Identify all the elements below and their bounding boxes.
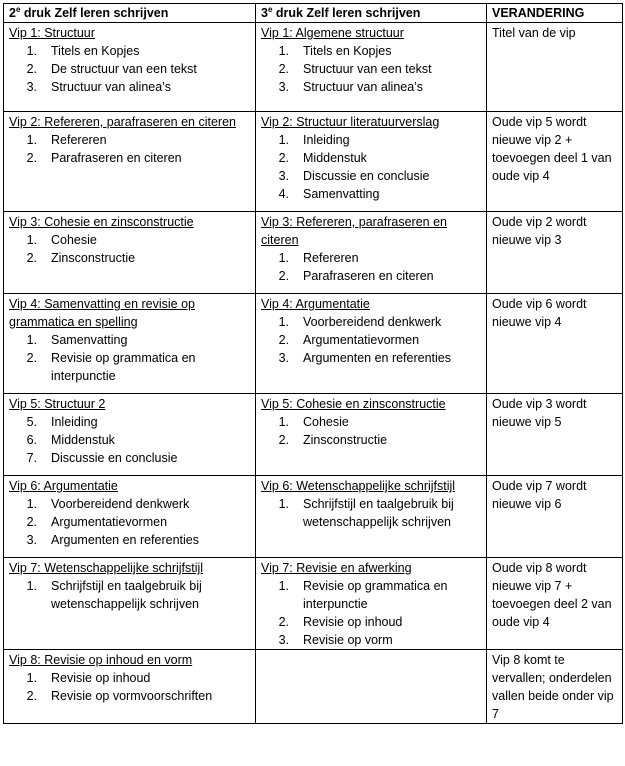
list-item-number: 1.: [26, 671, 37, 685]
table-row: [4, 212, 623, 294]
list-item-number: 1.: [278, 44, 289, 58]
list-item-text: Zinsconstructie: [303, 433, 388, 447]
list-item: [261, 349, 481, 367]
list-item: [261, 60, 481, 78]
list-item: [261, 131, 481, 149]
cell-old-edition: [4, 294, 256, 394]
list-item-text: Discussie en conclusie: [51, 451, 178, 465]
list-item-number: 1.: [278, 415, 289, 429]
cell-change: Oude vip 5 wordt nieuwe vip 2 + toevoegen deel 1 van oude vip 4: [487, 112, 623, 212]
list-item-number: 2.: [278, 333, 289, 347]
list-item-number: 1.: [278, 133, 289, 147]
cell-change: Oude vip 3 wordt nieuwe vip 5: [487, 394, 623, 476]
list-item: [261, 495, 481, 531]
list-item: [9, 577, 250, 613]
list-item-text: Schrijfstijl en taalgebruik bij wetenschappelijk schrijven: [51, 579, 202, 611]
list-item-text: Voorbereidend denkwerk: [303, 315, 442, 329]
list-item-text: Parafraseren en citeren: [51, 151, 182, 165]
vip-item-list: [261, 495, 481, 531]
list-item-text: Argumenten en referenties: [303, 351, 452, 365]
vip-item-list: [261, 131, 481, 203]
vip-title: Vip 1: Algemene structuur: [261, 26, 404, 40]
table-row: [4, 476, 623, 558]
list-item: [261, 78, 481, 96]
list-item: [9, 249, 250, 267]
cell-new-edition: [256, 23, 487, 112]
table-row: [4, 394, 623, 476]
list-item: [9, 531, 250, 549]
list-item-text: Cohesie: [51, 233, 97, 247]
vip-title: Vip 5: Cohesie en zinsconstructie: [261, 397, 446, 411]
list-item-number: 1.: [26, 44, 37, 58]
list-item-text: Titels en Kopjes: [51, 44, 140, 58]
list-item-number: 1.: [26, 233, 37, 247]
list-item: [261, 313, 481, 331]
cell-change: Oude vip 6 wordt nieuwe vip 4: [487, 294, 623, 394]
cell-new-edition: [256, 112, 487, 212]
list-item-number: 2.: [26, 151, 37, 165]
list-item: [9, 131, 250, 149]
vip-item-list: [261, 249, 481, 285]
list-item: [9, 60, 250, 78]
list-item-number: 5.: [26, 415, 37, 429]
list-item: [9, 42, 250, 60]
cell-old-edition: [4, 112, 256, 212]
list-item-number: 3.: [26, 80, 37, 94]
vip-title: Vip 2: Structuur literatuurverslag: [261, 115, 440, 129]
list-item-number: 2.: [278, 151, 289, 165]
list-item-number: 2.: [278, 62, 289, 76]
list-item: [261, 413, 481, 431]
vip-item-list: [9, 231, 250, 267]
cell-old-edition: [4, 650, 256, 724]
cell-change: Titel van de vip: [487, 23, 623, 112]
list-item-text: Cohesie: [303, 415, 349, 429]
list-item: [9, 449, 250, 467]
list-item: [261, 577, 481, 613]
vip-title: Vip 6: Wetenschappelijke schrijfstijl: [261, 479, 456, 493]
vip-title: Vip 3: Cohesie en zinsconstructie: [9, 215, 194, 229]
vip-title: Vip 7: Revisie en afwerking: [261, 561, 412, 575]
list-item-number: 1.: [278, 315, 289, 329]
list-item-number: 2.: [26, 251, 37, 265]
table-row: [4, 112, 623, 212]
cell-old-edition: [4, 212, 256, 294]
list-item-number: 3.: [278, 80, 289, 94]
vip-item-list: [9, 669, 250, 705]
list-item-text: Revisie op vorm: [303, 633, 393, 647]
vip-item-list: [9, 495, 250, 549]
list-item-text: Inleiding: [51, 415, 98, 429]
list-item: [9, 231, 250, 249]
cell-change: Oude vip 8 wordt nieuwe vip 7 + toevoegen deel 2 van oude vip 4: [487, 558, 623, 650]
vip-item-list: [9, 577, 250, 613]
header-change: VERANDERING: [487, 4, 623, 23]
list-item: [261, 249, 481, 267]
list-item: [261, 267, 481, 285]
list-item: [261, 613, 481, 631]
list-item-number: 7.: [26, 451, 37, 465]
list-item: [261, 167, 481, 185]
list-item: [261, 42, 481, 60]
cell-new-edition: [256, 558, 487, 650]
vip-title: Vip 6: Argumentatie: [9, 479, 118, 493]
list-item: [9, 669, 250, 687]
list-item-number: 1.: [26, 497, 37, 511]
list-item-number: 2.: [278, 615, 289, 629]
list-item-text: Titels en Kopjes: [303, 44, 392, 58]
vip-title: Vip 8: Revisie op inhoud en vorm: [9, 653, 193, 667]
cell-new-edition: [256, 650, 487, 724]
list-item-number: 3.: [278, 633, 289, 647]
vip-title: Vip 1: Structuur: [9, 26, 95, 40]
list-item-number: 3.: [26, 533, 37, 547]
list-item-text: Revisie op grammatica en interpunctie: [51, 351, 196, 383]
cell-change: Vip 8 komt te vervallen; onderdelen vallen beide onder vip 7: [487, 650, 623, 724]
list-item: [9, 687, 250, 705]
list-item-text: Zinsconstructie: [51, 251, 136, 265]
list-item-text: Refereren: [303, 251, 359, 265]
vip-item-list: [261, 413, 481, 449]
list-item-text: Revisie op inhoud: [303, 615, 403, 629]
vip-title: Vip 7: Wetenschappelijke schrijfstijl: [9, 561, 204, 575]
list-item-text: Schrijfstijl en taalgebruik bij wetenschappelijk schrijven: [303, 497, 454, 529]
vip-title: Vip 4: Samenvatting en revisie op grammatica en spelling: [9, 297, 195, 329]
list-item-text: Structuur van een tekst: [303, 62, 432, 76]
list-item-text: Refereren: [51, 133, 107, 147]
cell-change: Oude vip 7 wordt nieuwe vip 6: [487, 476, 623, 558]
vip-item-list: [9, 131, 250, 167]
list-item-number: 6.: [26, 433, 37, 447]
cell-old-edition: [4, 476, 256, 558]
list-item-number: 3.: [278, 169, 289, 183]
list-item-text: Discussie en conclusie: [303, 169, 430, 183]
list-item-text: Revisie op grammatica en interpunctie: [303, 579, 448, 611]
list-item-number: 3.: [278, 351, 289, 365]
list-item-number: 2.: [278, 269, 289, 283]
list-item-text: Structuur van alinea’s: [51, 80, 171, 94]
vip-title: Vip 5: Structuur 2: [9, 397, 106, 411]
list-item-number: 1.: [278, 497, 289, 511]
list-item: [9, 431, 250, 449]
vip-title: Vip 4: Argumentatie: [261, 297, 370, 311]
list-item: [261, 631, 481, 649]
header-new-edition: 3e druk Zelf leren schrijven: [256, 4, 487, 23]
vip-item-list: [9, 413, 250, 467]
list-item-text: Argumentatievormen: [51, 515, 168, 529]
list-item-text: Samenvatting: [51, 333, 128, 347]
list-item-number: 1.: [26, 133, 37, 147]
list-item-number: 2.: [26, 515, 37, 529]
list-item: [9, 495, 250, 513]
list-item: [9, 413, 250, 431]
list-item-text: Inleiding: [303, 133, 350, 147]
list-item: [261, 331, 481, 349]
vip-title: Vip 2: Refereren, parafraseren en citeren: [9, 115, 236, 129]
list-item-number: 2.: [26, 62, 37, 76]
table-row: [4, 294, 623, 394]
list-item-text: Argumenten en referenties: [51, 533, 200, 547]
cell-old-edition: [4, 394, 256, 476]
vip-item-list: [261, 577, 481, 649]
list-item: [261, 185, 481, 203]
cell-new-edition: [256, 394, 487, 476]
list-item-number: 2.: [278, 433, 289, 447]
vip-title: Vip 3: Refereren, parafraseren en citeren: [261, 215, 447, 247]
list-item-number: 1.: [26, 333, 37, 347]
list-item-text: Middenstuk: [51, 433, 115, 447]
vip-item-list: [261, 42, 481, 96]
header-row: [4, 4, 623, 23]
list-item-number: 1.: [26, 579, 37, 593]
vip-item-list: [9, 42, 250, 96]
list-item-number: 1.: [278, 579, 289, 593]
list-item-text: Parafraseren en citeren: [303, 269, 434, 283]
list-item: [9, 331, 250, 349]
list-item: [9, 78, 250, 96]
list-item-text: Middenstuk: [303, 151, 367, 165]
list-item-text: De structuur van een tekst: [51, 62, 197, 76]
header-old-edition: 2e druk Zelf leren schrijven: [4, 4, 256, 23]
list-item-text: Structuur van alinea’s: [303, 80, 423, 94]
list-item: [261, 149, 481, 167]
table-row: [4, 650, 623, 724]
list-item-number: 2.: [26, 351, 37, 365]
cell-new-edition: [256, 294, 487, 394]
table-row: [4, 558, 623, 650]
cell-new-edition: [256, 212, 487, 294]
list-item-number: 1.: [278, 251, 289, 265]
list-item-text: Samenvatting: [303, 187, 380, 201]
list-item-number: 2.: [26, 689, 37, 703]
list-item: [9, 513, 250, 531]
list-item-text: Revisie op vormvoorschriften: [51, 689, 213, 703]
list-item-text: Voorbereidend denkwerk: [51, 497, 190, 511]
list-item-text: Revisie op inhoud: [51, 671, 151, 685]
table-row: [4, 23, 623, 112]
vip-item-list: [9, 331, 250, 385]
cell-new-edition: [256, 476, 487, 558]
cell-change: Oude vip 2 wordt nieuwe vip 3: [487, 212, 623, 294]
list-item: [9, 349, 250, 385]
comparison-table: [3, 3, 623, 724]
cell-old-edition: [4, 23, 256, 112]
list-item: [261, 431, 481, 449]
cell-old-edition: [4, 558, 256, 650]
list-item: [9, 149, 250, 167]
vip-item-list: [261, 313, 481, 367]
list-item-text: Argumentatievormen: [303, 333, 420, 347]
list-item-number: 4.: [278, 187, 289, 201]
